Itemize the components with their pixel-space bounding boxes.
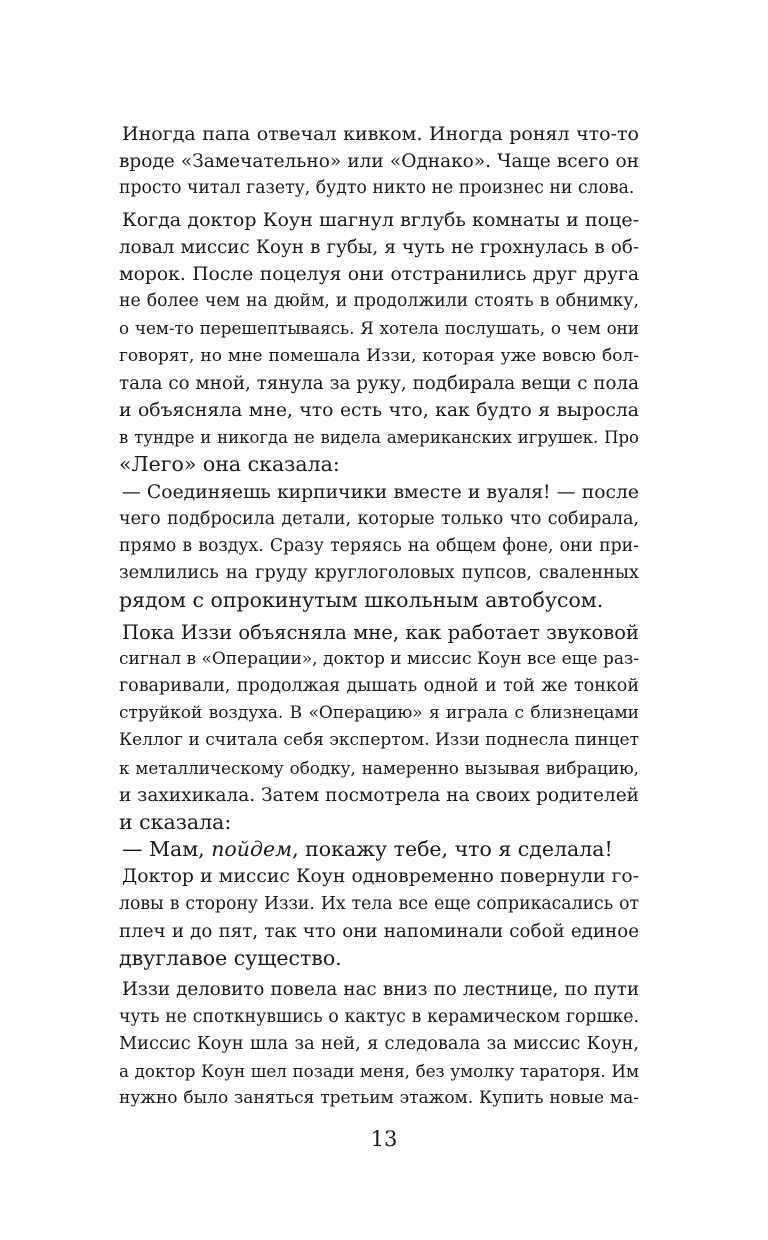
text-line: струйкой воздуха. В «Операцию» я играла с близнецами: [119, 703, 639, 724]
text-line: двуглавое существо.: [119, 946, 342, 971]
text-line: ловал миссис Коун в губы, я чуть не грохнулась в об-: [119, 236, 639, 258]
text-line: и объясняла мне, что есть что, как будто я выросла: [119, 400, 639, 422]
emphasized-word: пойдем: [211, 837, 293, 862]
text-line: в тундре и никогда не видела американских игрушек. Про: [119, 428, 639, 448]
text-line: и сказала:: [119, 810, 232, 835]
page-number: 13: [370, 1127, 398, 1151]
text-line: и захихикала. Затем посмотрела на своих родителей: [119, 784, 639, 806]
text-line: ловы в сторону Иззи. Их тела все еще соприкасались от: [119, 893, 639, 914]
text-line: плеч и до пят, так что они напоминали собой единое: [119, 920, 639, 942]
text-line: Пока Иззи объясняла мне, как работает звуковой: [122, 620, 639, 644]
paragraph-1: [119, 121, 639, 203]
dialogue-text: , покажу тебе, что я сделала!: [292, 837, 613, 862]
text-line: говаривали, продолжая дышать одной и той же тонкой: [119, 676, 639, 697]
text-line: рядом с опрокинутым школьным автобусом.: [119, 588, 604, 613]
text-line: нужно было заняться третьим этажом. Купить новые ма-: [119, 1088, 639, 1109]
text-line: о чем-то перешептываясь. Я хотела послушать, о чем они: [119, 318, 639, 339]
text-line: Доктор и миссис Коун одновременно повернули го-: [122, 866, 639, 888]
text-line: чуть не споткнувшись о кактус в керамическом горшке.: [119, 1006, 639, 1027]
paragraph-3: [119, 479, 639, 615]
text-line: прямо в воздух. Сразу теряясь на общем фоне, они при-: [119, 536, 639, 557]
paragraph-6: [119, 863, 639, 972]
text-line: Иногда папа отвечал кивком. Иногда ронял что-то: [122, 123, 639, 145]
text-line: сигнал в «Операции», доктор и миссис Коун все еще раз-: [119, 648, 639, 669]
text-line: Келлог и считала себя экспертом. Иззи поднесла пинцет: [119, 730, 639, 751]
text-line: говорят, но мне помешала Иззи, которая уже вовсю бол-: [119, 345, 639, 366]
text-line: — Соединяешь кирпичики вместе и вуаля! — после: [122, 481, 639, 503]
dialogue-text: — Мам,: [122, 837, 212, 862]
text-line: Иззи деловито повела нас вниз по лестнице, по пути: [122, 979, 639, 1001]
body-text: [119, 121, 639, 1112]
paragraph-4: [119, 619, 639, 837]
paragraph-5-dialogue: [119, 836, 639, 863]
text-line: Когда доктор Коун шагнул вглубь комнаты и поце-: [122, 208, 639, 231]
text-line: просто читал газету, будто никто не произнес ни слова.: [119, 178, 635, 199]
text-line: не более чем на дюйм, и продолжили стоять в обнимку,: [119, 291, 639, 312]
text-line: чего подбросила детали, которые только что собирала,: [119, 508, 639, 529]
text-line: к металлическому ободку, намеренно вызывая вибрацию,: [119, 757, 639, 778]
paragraph-2: [119, 207, 639, 479]
text-line: «Лего» она сказала:: [119, 452, 340, 477]
text-line: [119, 836, 639, 863]
text-line: землились на груду круглоголовых пупсов, сваленных: [119, 563, 639, 584]
text-line: Миссис Коун шла за ней, я следовала за миссис Коун,: [119, 1033, 639, 1054]
text-line: тала со мной, тянула за руку, подбирала вещи с пола: [119, 372, 639, 394]
text-line: вроде «Замечательно» или «Однако». Чаще всего он: [119, 151, 639, 173]
paragraph-7: [119, 976, 639, 1112]
text-line: морок. После поцелуя они отстранились друг друга: [119, 264, 639, 286]
text-line: а доктор Коун шел позади меня, без умолку тараторя. Им: [119, 1060, 639, 1081]
